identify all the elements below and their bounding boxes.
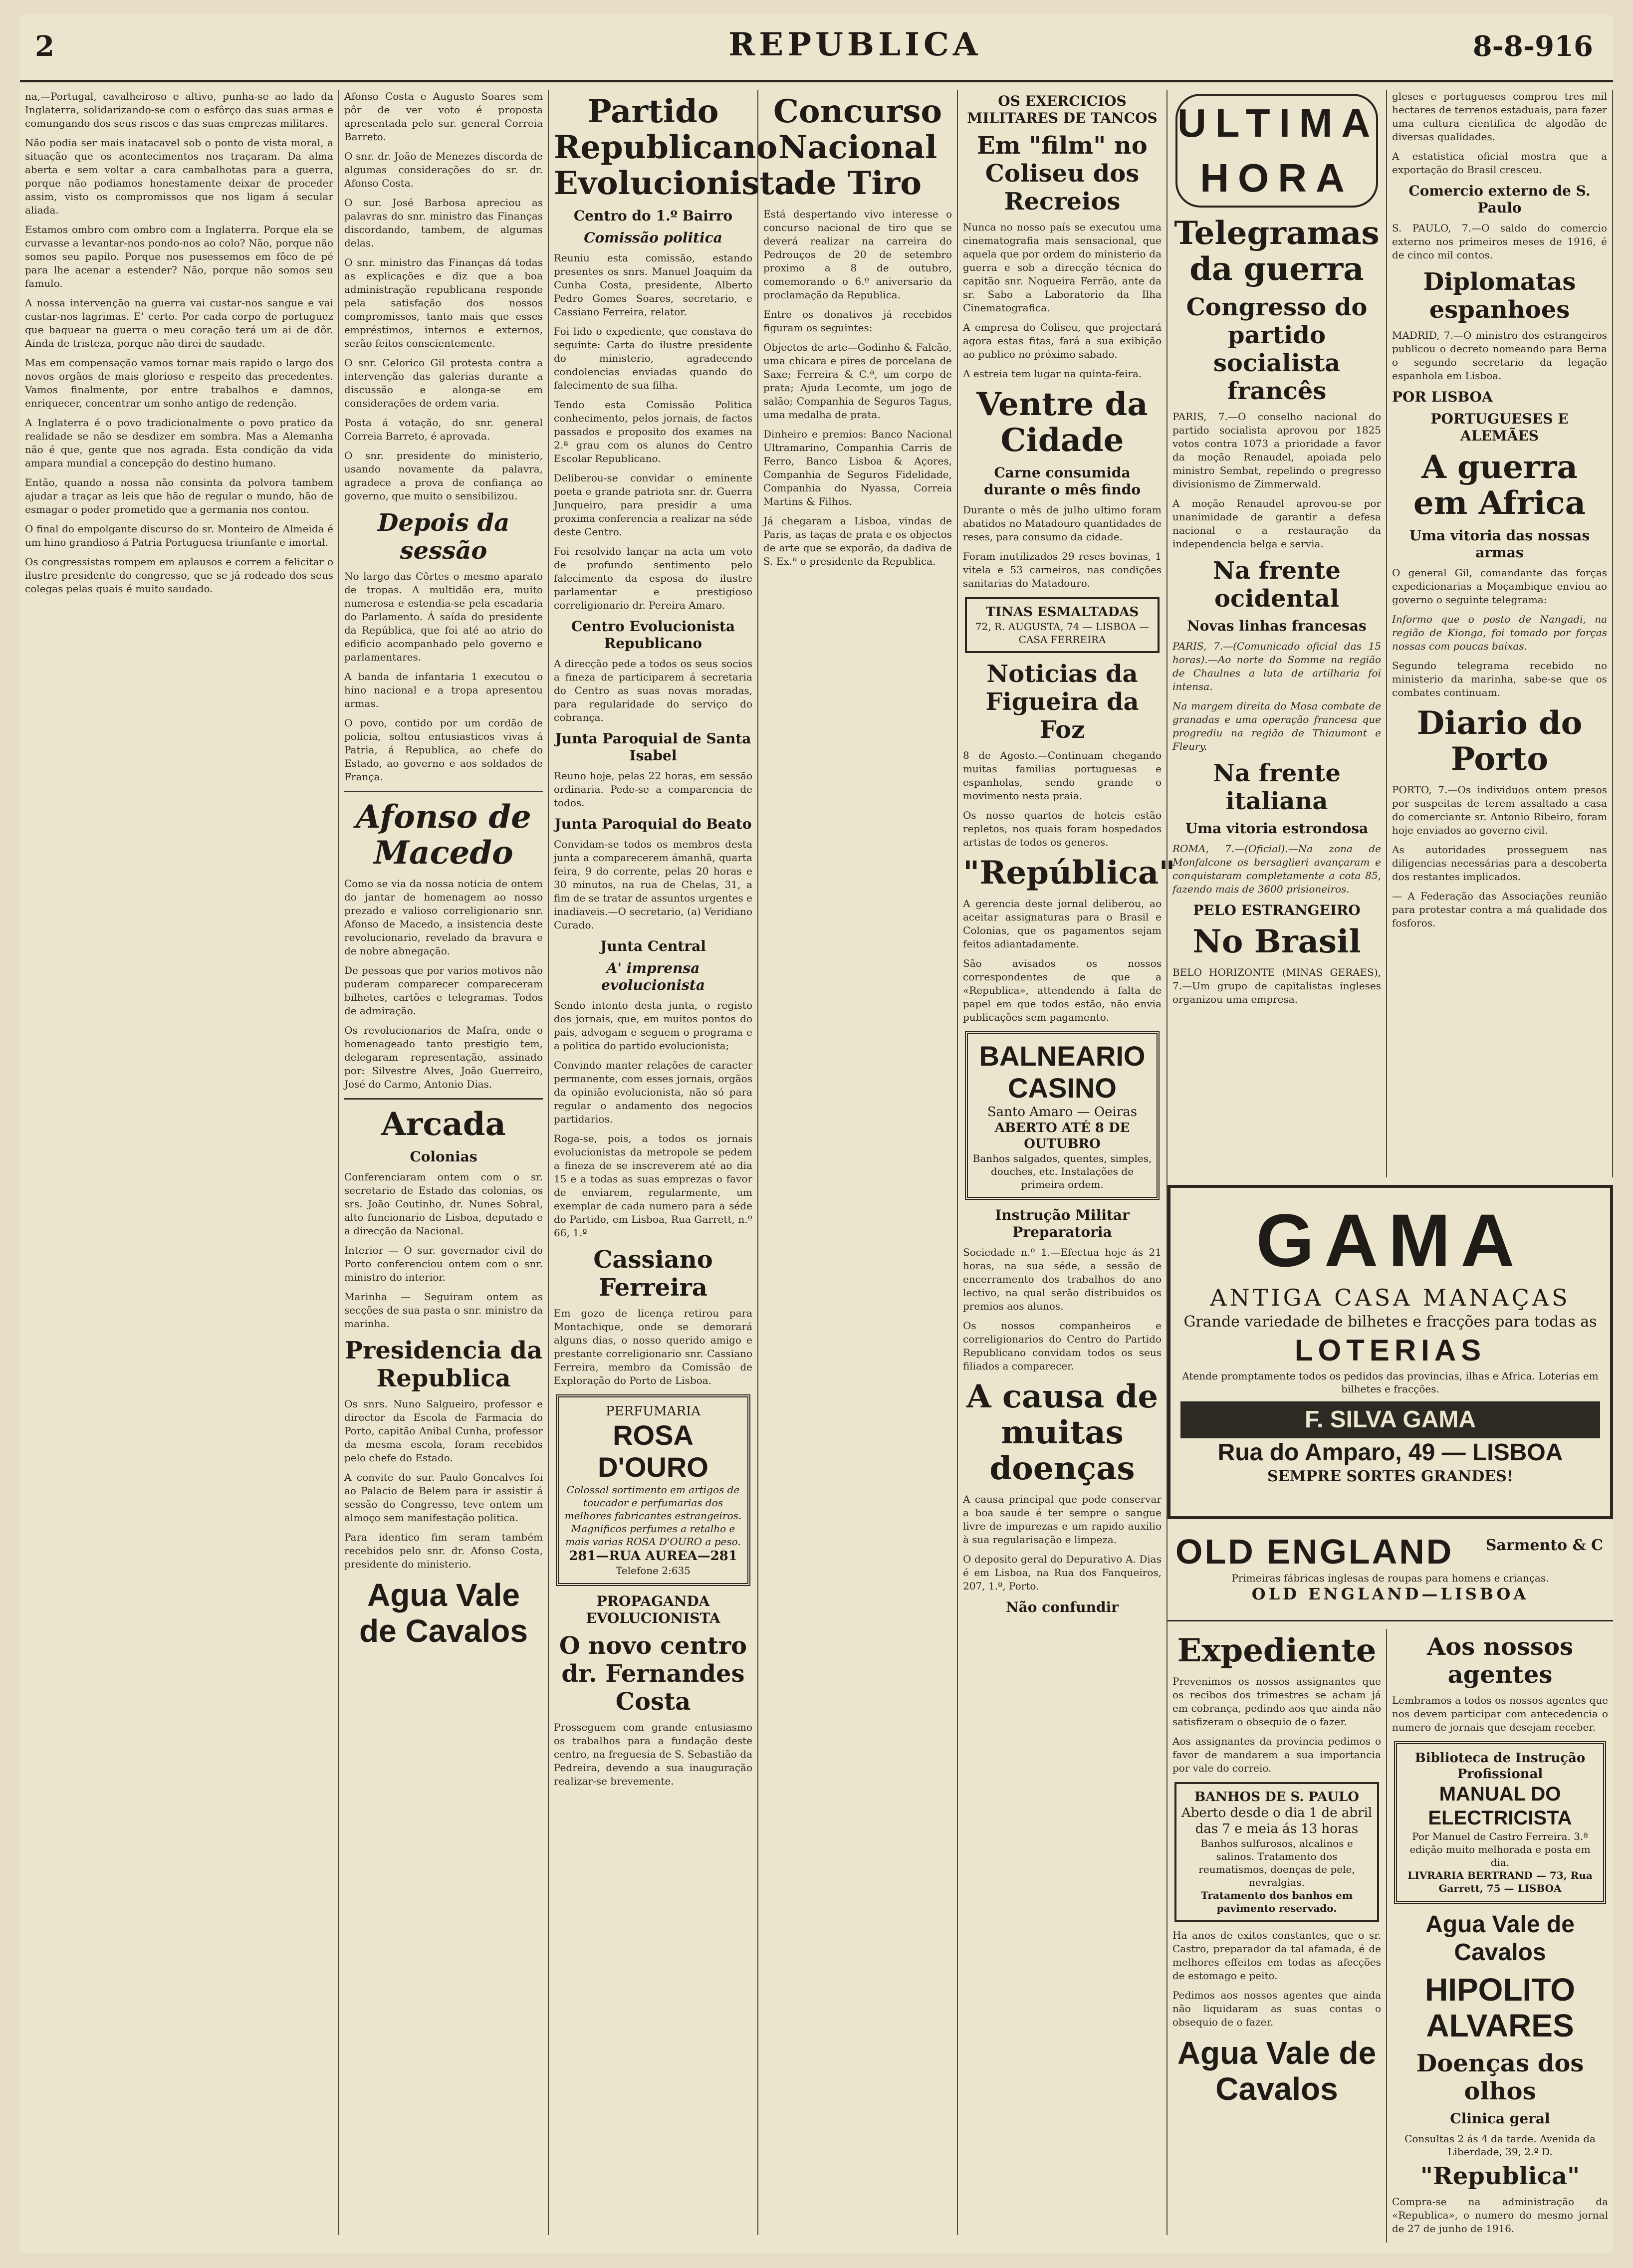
advertisement-text: Primeiras fábricas inglesas de roupas para homens e crianças. [1231, 1572, 1549, 1584]
article-paragraph: Roga-se, pois, a todos os jornais evolucionistas da metropole se pedem a fineza de se inscreverem até ao dia 15 e a todas as suas emprezas o favor de enviarem, regularmente, um exemplar de cada numero para a séde do Partido, em Lisboa, Rua Garrett, n.º 66, 1.º [554, 1133, 752, 1239]
section-kicker: OS EXERCICIOS MILITARES DE TANCOS [967, 93, 1158, 126]
article-paragraph: Posta á votação, do snr. general Correia Barreto, é aprovada. [344, 417, 543, 442]
section-heading: Junta Paroquial do Beato [554, 816, 752, 832]
article-paragraph: Na margem direita do Mosa combate de granadas e uma operação francesa que progrediu na região de Thiaumont e Fleury. [1172, 700, 1381, 752]
article-paragraph: O snr. presidente do ministerio, usando novamente da palavra, agradece a prova de confiança ao governo, que muito o sensibilizou. [344, 450, 543, 502]
issue-date: 8-8-916 [1472, 30, 1593, 63]
lower-column-left [1167, 1629, 1387, 2243]
article-paragraph: S. PAULO, 7.—O saldo do comercio externo nos primeiros meses de 1916, é de cinco mil contos. [1392, 222, 1607, 261]
perfumaria-advertisement [556, 1394, 750, 1586]
article-paragraph: Objectos de arte—Godinho & Falcão, uma chicara e pires de porcelana de Saxe; Ferreira & C.ª, um corpo de prata; Ajuda Lecomte, um jogo de salão; Companhia de Seguros Tagus, uma medalha de prata. [763, 341, 952, 421]
section-heading: Afonso de Macedo [356, 798, 531, 872]
advertisement-line: Aberto desde o dia 1 de abril das 7 e meia ás 13 horas [1181, 1806, 1373, 1836]
article-paragraph: A causa principal que pode conservar a boa saude é ter sempre o sangue livre de impurezas e um rapido auxilio à sua regularisação e limpeza. [963, 1493, 1162, 1546]
advertisement-text: Grande variedade de bilhetes e fracções para todas as [1183, 1313, 1597, 1331]
article-paragraph: Então, quando a nossa não consinta da polvora tambem ajudar a traçar as leis que hão de regular o mundo, hão de esmagar o poder prometido que a germania nos contou. [25, 476, 333, 515]
article-paragraph: Foi lido o expediente, que constava do seguinte: Carta do ilustre presidente do ministerio, agradecendo condolencias enviadas quando do falecimento de sua filha. [554, 325, 752, 391]
section-heading: "Republica" [1420, 2162, 1580, 2190]
page-number: 2 [35, 30, 54, 63]
column-6 [1167, 90, 1387, 1177]
section-heading: No Brasil [1192, 923, 1361, 960]
divider [344, 1098, 543, 1100]
section-heading: Na frente italiana [1213, 759, 1341, 815]
advertisement-title: GAMA [1256, 1198, 1525, 1282]
article-paragraph: BELO HORIZONTE (MINAS GERAES), 7.—Um grupo de capitalistas ingleses organizou uma empresa. [1172, 966, 1381, 1005]
article-paragraph: O final do empolgante discurso do sr. Monteiro de Almeida é um hino grandioso á Patria Portuguesa triunfante e imortal. [25, 523, 333, 548]
advertisement-text: Banhos sulfurosos, alcalinos e salinos. Tratamento dos reumatismos, doenças de pele, nevralgias. [1198, 1837, 1355, 1888]
article-paragraph: Segundo telegrama recebido no ministerio da marinha, sabe-se que os combates continuam. [1392, 660, 1607, 698]
article-paragraph: PORTO, 7.—Os individuos ontem presos por suspeitas de terem assaltado a casa do comerciante sr. Antonio Ribeiro, foram hoje enviados ao governo civil. [1392, 784, 1607, 836]
advertisement-footer: SEMPRE SORTES GRANDES! [1267, 1468, 1513, 1485]
section-heading: A causa de muitas doenças [966, 1378, 1159, 1487]
article-paragraph: A Inglaterra é o povo tradicionalmente o povo pratico da realidade se não se desdizer em sombra. Mas a Alemanha não é que, gente que nos agrada. Esta condição da vida ampara mundial a concepção do destino humano. [25, 417, 333, 469]
article-paragraph: Tendo esta Comissão Politica conhecimento, pelos jornais, de factos passados e proposito dos exames na 2.ª grau com os alunos do Centro Escolar Republicano. [554, 399, 752, 464]
article-paragraph: 8 de Agosto.—Continuam chegando muitas familias portuguesas e espanholas, sendo grande o movimento nesta praia. [963, 749, 1162, 802]
section-heading: A guerra em Africa [1413, 449, 1586, 522]
section-heading: PROPAGANDA EVOLUCIONISTA [586, 1593, 720, 1626]
column-4 [758, 90, 958, 2235]
article-paragraph: Pedimos aos nossos agentes que ainda não liquidaram as suas contas o obsequio de o fazer. [1172, 1989, 1381, 2028]
column-2 [339, 90, 549, 2235]
advertisement-subtitle: Clinica geral [1450, 2110, 1550, 2127]
banhos-advertisement [1174, 1782, 1379, 1922]
section-footer: Não confundir [1006, 1599, 1119, 1615]
article-paragraph: Para identico fim seram também recebidos pelo snr. dr. Afonso Costa, presidente do ministerio. [344, 1531, 543, 1570]
section-heading: Junta Paroquial de Santa Isabel [555, 730, 751, 764]
article-paragraph: O povo, contido por um cordão de policia, soltou entusiasticos vivas á Patria, á Republica, ao chefe do Estado, ao governo e aos soldados de França. [344, 717, 543, 783]
article-paragraph: A banda de infantaria 1 executou o hino nacional e a tropa apresentou armas. [344, 671, 543, 709]
lower-column-right [1387, 1629, 1613, 2243]
column-5 [958, 90, 1175, 2235]
article-paragraph: O sur. José Barbosa apreciou as palavras do snr. ministro das Finanças discordando, tambem, de algumas delas. [344, 197, 543, 249]
section-subheading: Centro do 1.º Bairro [573, 208, 733, 224]
article-paragraph: Convidam-se todos os membros desta junta a comparecerem ámanhã, quarta feira, 9 do corrente, pelas 20 horas e 30 minutos, na rua de Chelas, 31, a fim de se tratar de assuntos urgentes e inadiaveis.—O secretario, (a) Veridiano Curado. [554, 838, 752, 931]
article-paragraph: O snr. Celorico Gil protesta contra a intervenção das galerias durante a discussão e alonga-se em considerações de ordem varia. [344, 357, 543, 409]
section-kicker: POR LISBOA [1392, 389, 1493, 405]
section-heading: Arcada [381, 1106, 506, 1143]
advertisement-title: ROSA D'OURO [598, 1419, 708, 1483]
article-paragraph: ROMA, 7.—(Oficial).—Na zona de Monfalcone os bersaglieri avançaram e conquistaram completamente a cota 85, fazendo mais de 3600 prisioneiros. [1172, 843, 1381, 895]
advertisement-brand: Sarmento & C [1485, 1537, 1603, 1554]
article-paragraph: Foi resolvido lançar na acta um voto de profundo sentimento pelo falecimento da esposa do ilustre parlamentar e prestigioso correligionario dr. Pereira Amaro. [554, 545, 752, 611]
advertisement-phone: Telefone 2:635 [615, 1565, 691, 1577]
article-paragraph: Os congressistas rompem em aplausos e correm a felicitar o ilustre presidente do congresso, que se já rodeado dos seus colegas pelas quais é muito saudado. [25, 556, 333, 595]
masthead-title: REPUBLICA [728, 26, 982, 63]
section-heading: Presidencia da Republica [344, 1337, 543, 1392]
advertisement-subtitle: Santo Amaro — Oeiras [987, 1105, 1138, 1120]
section-heading: Depois da sessão [377, 509, 510, 565]
advertisement-text: Atende promptamente todos os pedidos das provincias, ilhas e Africa. Loterias em bilhetes e fracções. [1182, 1370, 1599, 1395]
article-paragraph: A empresa do Coliseu, que projectará agora estas fitas, fará a sua exibição ao publico no próximo sabado. [963, 321, 1162, 360]
section-heading: Concurso Nacional de Tiro [773, 93, 942, 202]
article-paragraph: De pessoas que por varios motivos não puderam comparecer compareceram bilhetes, cartões e telegramas. Todos de admiração. [344, 964, 543, 1017]
advertisement-subtitle: Doenças dos olhos [1416, 2049, 1584, 2105]
advertisement-address: 281—RUA AUREA—281 [569, 1549, 737, 1564]
section-heading: Em "film" no Coliseu dos Recreios [977, 132, 1148, 216]
article-paragraph: Marinha — Seguiram ontem as secções de sua pasta o snr. ministro da marinha. [344, 1291, 543, 1330]
article-paragraph: PARIS, 7.—O conselho nacional do partido socialista aprovou por 1825 votos contra 1073 a prioridade a favor da moção Renaudel, apoiada pelo ministro Sembat, repelindo o pregresso divisionismo de Zimmerwald. [1172, 411, 1381, 490]
balneario-advertisement [965, 1031, 1160, 1200]
section-subheading: Novas linhas francesas [1187, 618, 1367, 634]
article-paragraph: O general Gil, comandante das forças expedicionarias a Moçambique enviou ao governo o seguinte telegrama: [1392, 567, 1607, 606]
advertisement-subtitle: ANTIGA CASA MANAÇAS [1210, 1284, 1571, 1311]
advertisement-title: BANHOS DE S. PAULO [1194, 1790, 1359, 1805]
article-paragraph: O snr. ministro das Finanças dá todas as explicações e diz que a boa administração republicana responde pela satisfação dos nossos compromissos, tanto mais que esses empréstimos, internos e externos, serão feitos conscientemente. [344, 256, 543, 349]
article-paragraph: Os nosso quartos de hoteis estão repletos, nos quais foram hospedados artistas de todos os generos. [963, 809, 1162, 848]
article-paragraph: Como se via da nossa noticia de ontem do jantar de homenagem ao nosso prezado e valioso correligionario snr. Afonso de Macedo, a insistencia deste revolucionario, revelado da bravura e de nobre abnegação. [344, 878, 543, 957]
advertisement-text: Por Manuel de Castro Ferreira. 3.ª edição muito melhorada e posta em dia. [1409, 1830, 1591, 1868]
article-paragraph: Durante o mês de julho ultimo foram abatidos no Matadouro quantidades de reses, para consumo da cidade. [963, 504, 1162, 543]
article-paragraph: Não podia ser mais inatacavel sob o ponto de vista moral, a situação que os acontecimentos nos traçaram. Da alma aberta e sem voltar a cara cambalhotas para a guerra, porque não podiamos honestamente deixar de proceder assim, visto os compromissos que nos ligam á secular aliada. [25, 137, 333, 216]
article-paragraph: A convite do sur. Paulo Goncalves foi ao Palacio de Belem para ir assistir á sessão do Congresso, teve ontem um almoço sem manifestação politica. [344, 1471, 543, 1524]
advertisement-footer: OLD ENGLAND—LISBOA [1251, 1585, 1529, 1603]
section-heading: Ventre da Cidade [976, 386, 1148, 459]
advertisement-text: Banhos salgados, quentes, simples, douches, etc. Instalações de primeira ordem. [972, 1152, 1152, 1190]
section-heading: Comercio externo de S. Paulo [1408, 183, 1591, 216]
article-paragraph: Deliberou-se convidar o eminente poeta e grande patriota snr. dr. Guerra Junqueiro, para presidir a uma proxima conferencia a realizar na séde deste Centro. [554, 472, 752, 538]
section-heading: O novo centro dr. Fernandes Costa [559, 1632, 747, 1716]
advertisement-title: TINAS ESMALTADAS [985, 605, 1139, 620]
article-paragraph: A direcção pede a todos os seus socios a fineza de participarem á secretaria do Centro as suas novas moradas, para regularidade do serviço do cobrança. [554, 658, 752, 723]
article-paragraph: Reuniu esta comissão, estando presentes os snrs. Manuel Joaquim da Cunha Costa, presidente, Alberto Pedro Gomes Soares, secretario, e Cassiano Ferreira, relator. [554, 252, 752, 318]
section-kicker: PORTUGUESES E ALEMÃES [1430, 411, 1569, 444]
article-paragraph: O snr. dr. João de Menezes discorda de algumas considerações do sr. dr. Afonso Costa. [344, 150, 543, 189]
article-paragraph: Interior — O sur. governador civil do Porto conferenciou ontem com o snr. ministro do interior. [344, 1244, 543, 1283]
section-heading: Aos nossos agentes [1427, 1633, 1573, 1689]
old-england-advertisement [1167, 1527, 1613, 1621]
advertisement-name: HIPOLITO ALVARES [1424, 1972, 1576, 2043]
article-paragraph: Está despertando vivo interesse o concurso nacional de tiro que se deverá realizar na carreira do Pedrouços de 20 de setembro proximo a 8 de outubro, comemorando o 6.º aniversario da proclamação da Republica. [763, 208, 952, 301]
advertisement-title: Agua Vale de Cavalos [1425, 1911, 1575, 1966]
section-heading: Diario do Porto [1416, 704, 1583, 778]
divider [344, 791, 543, 792]
article-paragraph: As autoridades prosseguem nas diligencias necessárias para a descoberta dos restantes implicados. [1392, 844, 1607, 883]
page-header [20, 15, 1613, 82]
section-heading: Partido Republicano Evolucionista [554, 93, 795, 202]
article-paragraph: Dinheiro e premios: Banco Nacional Ultramarino, Companhia Carris de Ferro, Banco Lisboa & Açores, Companhia de Seguros Fidelidade, Companhia do Nyassa, Correia Martins & Filhos. [763, 428, 952, 507]
section-heading: Diplomatas espanhoes [1423, 268, 1576, 324]
tinas-advertisement [965, 597, 1160, 653]
article-paragraph: A estatistica oficial mostra que a exportação do Brasil cresceu. [1392, 150, 1607, 176]
advertisement-title: OLD ENGLAND [1175, 1532, 1454, 1571]
column-7 [1387, 90, 1613, 1177]
article-paragraph: Afonso Costa e Augusto Soares sem pôr de ver voto é proposta apresentada pelo sur. general Correia Barreto. [344, 90, 543, 143]
article-paragraph: PARIS, 7.—(Comunicado oficial das 15 horas).—Ao norte do Somme na região de Chaulnes a luta de artilharia foi intensa. [1172, 640, 1381, 692]
article-paragraph: São avisados os nossos correspondentes de que a «Republica», attendendo á falta de papel em que todos estão, não envia publicações sem pagamento. [963, 957, 1162, 1023]
gama-lottery-advertisement [1167, 1185, 1613, 1519]
article-paragraph: Em gozo de licença retirou para Montachique, onde se demorará alguns dias, o nosso querido amigo e prestante correligionario snr. Cassiano Ferreira, membro da Comissão de Exploração do Porto de Lisboa. [554, 1307, 752, 1386]
article-paragraph: A nossa intervenção na guerra vai custar-nos sangue e vai custar-nos lagrimas. E' certo. Por cada corpo de portuguez que baquear na guerra o meu coração terá um ai de dôr. Ainda de tristeza, porque não direi de saudade. [25, 297, 333, 349]
article-paragraph: Sendo intento desta junta, o registo dos jornais, que, em muitos pontos do pais, advogam e seguem o programa e a politica do partido evolucionista; [554, 999, 752, 1052]
advertisement-label: PERFUMARIA [605, 1404, 701, 1419]
section-heading: Cassiano Ferreira [593, 1246, 713, 1302]
advertisement-title: BALNEARIO CASINO [979, 1040, 1146, 1104]
advertisement-title: Agua Vale de Cavalos [359, 1577, 528, 1649]
article-paragraph: Mas em compensação vamos tornar mais rapido o largo dos novos orgãos de mais glorioso e respeito das precedentes. Vamos finalmente, por entre trabalhos e damnos, enriquecer, concentrar um sonho antigo de redenção. [25, 357, 333, 409]
article-paragraph: Nunca no nosso país se executou uma cinematografia mais sensacional, que aquela que por ordem do ministerio da guerra e sob a direcção técnica do capitão snr. Nogueira Ferrão, ante da sr. Sabo a Laboratorio da Ilha Cinematografica. [963, 221, 1162, 314]
column-1 [20, 90, 339, 2235]
article-paragraph: Aos assignantes da provincia pedimos o favor de mandarem a sua importancia por vale do correio. [1172, 1735, 1381, 1774]
article-paragraph: No largo das Côrtes o mesmo aparato de tropas. A multidão era, muito numerosa e estendia-se pela escadaria do Parlamento. Á saída do presidente da República, que foi até ao atrio do edificio acompanhado pelo governo e parlamentares. [344, 570, 543, 663]
section-heading: Congresso do partido socialista francês [1186, 293, 1368, 405]
section-subheading: Uma vitoria das nossas armas [1409, 527, 1590, 561]
article-paragraph: A estreia tem lugar na quinta-feira. [963, 368, 1142, 380]
article-paragraph: O deposito geral do Depurativo A. Dias é em Lisboa, na Rua dos Fanqueiros, 207, 1.º, Porto. [963, 1553, 1162, 1592]
advertisement-label: Biblioteca de Instrução Profissional [1414, 1751, 1586, 1782]
section-heading: Centro Evolucionista Republicano [571, 618, 735, 652]
article-paragraph: A moção Renaudel aprovou-se por unanimidade de garantir a defesa nacional e a restauração da independencia belga e servia. [1172, 497, 1381, 550]
advertisement-address: LIVRARIA BERTRAND — 73, Rua Garrett, 75 — LISBOA [1407, 1869, 1593, 1894]
article-paragraph: Foram inutilizados 29 reses bovinas, 1 vitela e 53 carneiros, nas condições sanitarias do Matadouro. [963, 550, 1162, 589]
article-paragraph: Prosseguem com grande entusiasmo os trabalhos para a fundação deste centro, na freguesia de S. Sebastião da Pedreira, devendo a sua inauguração realizar-se brevemente. [554, 1721, 752, 1787]
advertisement-address: Consultas 2 ás 4 da tarde. Avenida da Liberdade, 39, 2.º D. [1404, 2133, 1596, 2158]
advertisement-address: 72, R. AUGUSTA, 74 — LISBOA — CASA FERREIRA [975, 621, 1150, 646]
section-heading: Telegramas da guerra [1174, 215, 1380, 288]
article-paragraph: gleses e portugueses comprou tres mil hectares de terrenos estaduais, para fazer uma cultura cientifica de algodão de diversas qualidades. [1392, 90, 1607, 143]
article-paragraph: Lembramos a todos os nossos agentes que nos devem participar com antecedencia o numero de jornais que desejam receber. [1392, 1694, 1608, 1733]
article-paragraph: Convindo manter relações de caracter permanente, com esses jornais, orgãos da opinião evolucionista, não só para regular o andamento dos negocios partidarios. [554, 1059, 752, 1125]
article-paragraph: Conferenciaram ontem com o sr. secretario de Estado das colonias, os srs. João Coutinho, dr. Nunes Sobral, alto funcionario de Lisboa, deputado e a direcção da Nacional. [344, 1171, 543, 1237]
advertisement-address: Rua do Amparo, 49 — LISBOA [1217, 1439, 1563, 1466]
advertisement-title: Agua Vale de Cavalos [1177, 2035, 1377, 2107]
article-paragraph: Os snrs. Nuno Salgueiro, professor e director da Escola de Farmacia do Porto, capitão Anibal Cunha, professor da mesma escola, foram recebidos pelo chefe do Estado. [344, 1398, 543, 1464]
article-paragraph: Informo que o posto de Nangadi, na região de Kionga, foi tomado por forças nossas com poucas baixas. [1392, 613, 1607, 652]
advertisement-text: Colossal sortimento em artigos de toucador e perfumarias dos melhores fabricantes estrangeiros. Magnificos perfumes a retalho e mais varias ROSA D'OURO a peso. [564, 1484, 742, 1548]
section-heading: Noticias da Figueira da Foz [985, 660, 1139, 744]
article-paragraph: Já chegaram a Lisboa, vindas de Paris, as taças de prata e os objectos de arte que se exporão, da dadiva de S. Ex.ª o presidente da Republica. [763, 515, 952, 567]
manual-electricista-advertisement [1394, 1741, 1606, 1904]
article-paragraph: Prevenimos os nossos assignantes que os recibos dos trimestres se acham já em cobrança, pedindo aos que ainda não satisfizeram o obsequio de o fazer. [1172, 1675, 1381, 1728]
article-paragraph: Reuno hoje, pelas 22 horas, em sessão ordinaria. Pede-se a comparencia de todos. [554, 770, 752, 809]
article-paragraph: MADRID, 7.—O ministro dos estrangeiros publicou o decreto nomeando para Berna o segundo secretario da legação espanhola em Lisboa. [1392, 329, 1607, 382]
article-paragraph: Estamos ombro com ombro com a Inglaterra. Porque ela se curvasse a levantar-nos pondo-nos ao colo? Não, porque não somos seu papilo. Porque nos pusessemos em fôco de pé para lhe acenar a estender? Não, porque não somos seu famulo. [25, 224, 333, 289]
article-paragraph: Os revolucionarios de Mafra, onde o homenageado tanto prestigio tem, delegaram representação, assinado por: Silvestre Alves, João Guerreiro, José do Carmo, Antonio Dias. [344, 1024, 543, 1090]
section-heading: Junta Central [600, 938, 706, 954]
advertisement-name: F. SILVA GAMA [1180, 1401, 1600, 1438]
section-heading: Expediente [1177, 1632, 1377, 1669]
article-paragraph: Ha anos de exitos constantes, que o sr. Castro, preparador da tal afamada, é de melhores effeitos em todas as afecções de estomago e peito. [1172, 1929, 1381, 1982]
column-3 [549, 90, 795, 2235]
article-paragraph: — A Federação das Associações reunião para protestar contra a má qualidade dos fosforos. [1392, 890, 1607, 929]
article-paragraph: A gerencia deste jornal deliberou, ao aceitar assignaturas para o Brasil e Colonias, que os pagamentos sejam feitos adiantadamente. [963, 898, 1162, 950]
article-paragraph: na,—Portugal, cavalheiroso e altivo, punha-se ao lado da Inglaterra, solidarizando-se com o esfôrço das suas armas e comungando dos seus riscos e das suas emprezas militares. [25, 90, 333, 129]
article-paragraph: Entre os donativos já recebidos figuram os seguintes: [763, 308, 952, 334]
ultima-hora-banner: ULTIMA HORA [1175, 94, 1378, 208]
advertisement-highlight: LOTERIAS [1294, 1334, 1486, 1367]
advertisement-text: Tratamento dos banhos em pavimento reservado. [1200, 1889, 1353, 1914]
section-subheading: A' imprensa evolucionista [601, 960, 705, 993]
section-subheading: Comissão politica [584, 229, 722, 246]
section-subheading: Carne consumida durante o mês findo [983, 464, 1141, 498]
section-heading: "República" [963, 854, 1175, 892]
section-heading: Na frente ocidental [1213, 557, 1341, 613]
advertisement-title: MANUAL DO ELECTRICISTA [1428, 1783, 1572, 1829]
article-paragraph: Compra-se na administração da «Republica», o numero do mesmo jornal de 27 de junho de 1916. [1392, 2196, 1608, 2235]
section-kicker: PELO ESTRANGEIRO [1193, 902, 1361, 918]
article-paragraph: Sociedade n.º 1.—Efectua hoje ás 21 horas, na sua séde, a sessão de encerramento dos trabalhos do ano lectivo, na qual serão distribuidos os premios aos alunos. [963, 1246, 1162, 1312]
newspaper-page [20, 15, 1613, 2253]
advertisement-line: ABERTO ATÉ 8 DE OUTUBRO [994, 1121, 1130, 1151]
section-heading: Instrução Militar Preparatoria [995, 1207, 1130, 1240]
section-subheading: Colonias [410, 1148, 477, 1165]
article-paragraph: Os nossos companheiros e correligionarios do Centro do Partido Republicano convidam todos os seus filiados a comparecer. [963, 1320, 1162, 1372]
section-subheading: Uma vitoria estrondosa [1185, 820, 1369, 837]
